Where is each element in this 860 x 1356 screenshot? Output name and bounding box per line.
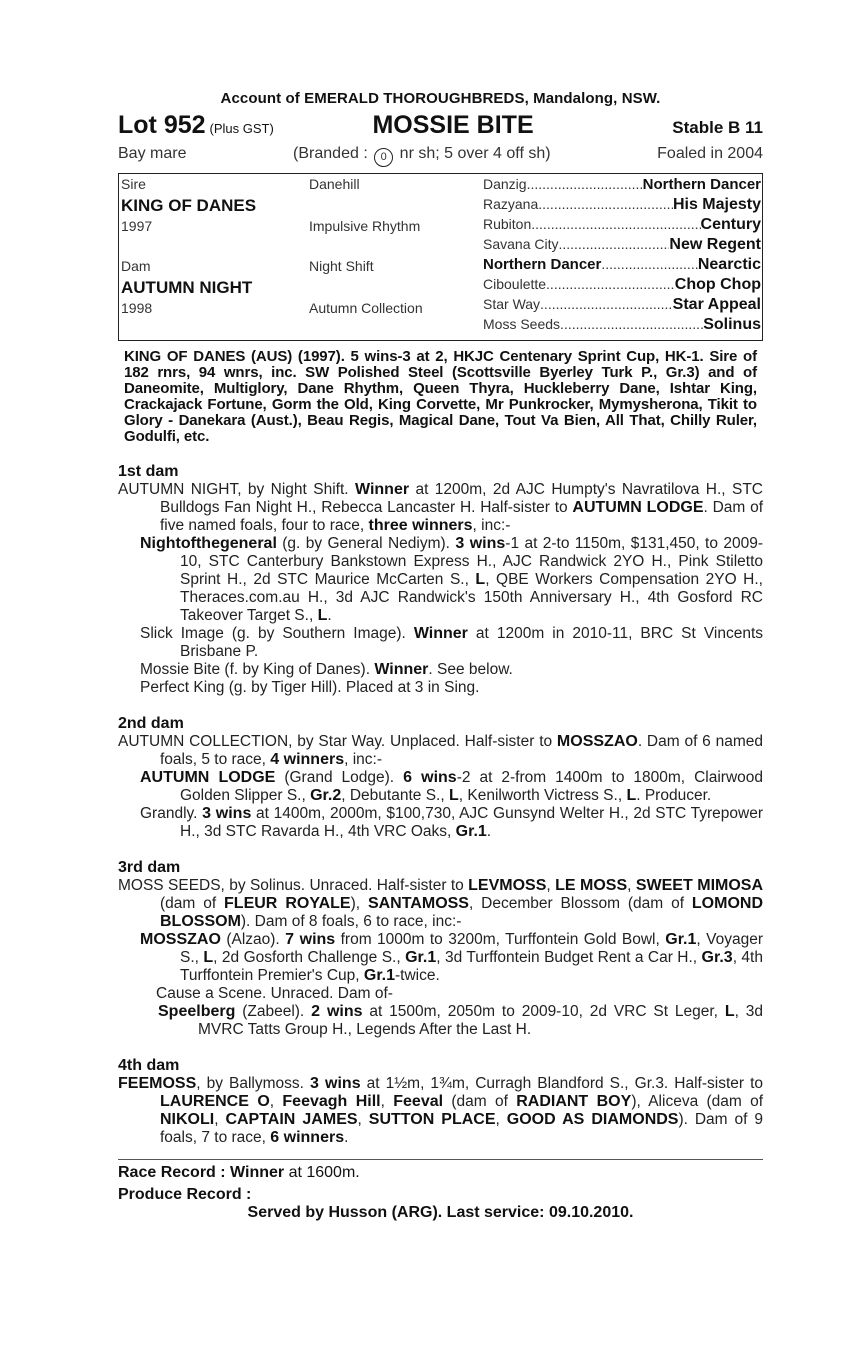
gen3-row: Danzig ..... Northern Dancer [483, 176, 761, 193]
gen3-row: Moss Seeds ..... Solinus [483, 316, 761, 334]
gen3-row: Savana City ..... New Regent [483, 236, 761, 254]
dam-label: Dam [121, 258, 151, 274]
progeny-entry: Slick Image (g. by Southern Image). Winner at 1200m in 2010-11, BRC St Vincents Brisbane P. [140, 625, 763, 660]
progeny-entry: AUTUMN LODGE (Grand Lodge). 6 wins-2 at 2-from 1400m to 1800m, Clairwood Golden Slipper S., Gr.2, Debutante S., L, Kenilworth Victress S., L. Producer. [140, 769, 764, 804]
sire-name: KING OF DANES [121, 196, 257, 215]
gen3-row: Star Way ..... Star Appeal [483, 296, 761, 314]
gen3-row: Northern Dancer ..... Nearctic [483, 256, 761, 274]
stable-number: Stable B 11 [672, 118, 763, 137]
vendor-account: Account of EMERALD THOROUGHBREDS, Mandalong, NSW. [220, 90, 661, 107]
gen3-row: Razyana ..... His Majesty [483, 196, 761, 214]
second-dam-title: 2nd dam [118, 715, 184, 732]
horse-name: MOSSIE BITE [372, 111, 534, 139]
lot-number: Lot 952 (Plus GST) [118, 111, 274, 139]
progeny-entry: Grandly. 3 wins at 1400m, 2000m, $100,730, AJC Gunsynd Welter H., 2d STC Tyrepower H., 3d STC Ravarda H., 4th VRC Oaks, Gr.1. [140, 805, 763, 840]
dam-sire: Night Shift [309, 258, 374, 274]
divider [118, 1159, 763, 1160]
catalogue-page [118, 90, 763, 1222]
served-by: Served by Husson (ARG). Last service: 09.10.2010. [247, 1204, 634, 1221]
dam-dam: Autumn Collection [309, 300, 423, 316]
produce-record: Produce Record : [118, 1186, 252, 1203]
sire-dam: Impulsive Rhythm [309, 218, 421, 234]
second-dam-paragraph: AUTUMN COLLECTION, by Star Way. Unplaced. Half-sister to MOSSZAO. Dam of 6 named foals, 5 to race, 4 winners, inc:- [118, 733, 763, 768]
foaled-year: Foaled in 2004 [657, 145, 763, 162]
fourth-dam-paragraph: FEEMOSS, by Ballymoss. 3 wins at 1½m, 1¾m, Curragh Blandford S., Gr.3. Half-sister to LAURENCE O, Feevagh Hill, Feeval (dam of RADIANT BOY), Aliceva (dam of NIKOLI, CAPTAIN JAMES, SUTTON PLACE, GOOD AS DIAMONDS). Dam of 9 foals, 7 to race, 6 winners. [118, 1075, 764, 1146]
sire-label: Sire [121, 176, 146, 192]
colour-sex: Bay mare [118, 145, 187, 162]
fourth-dam-title: 4th dam [118, 1057, 180, 1074]
sire-year: 1997 [121, 218, 153, 234]
gen3-row: Ciboulette ..... Chop Chop [483, 276, 761, 294]
gen3-row: Rubiton ..... Century [483, 216, 761, 234]
grand-progeny-entry: Speelberg (Zabeel). 2 wins at 1500m, 2050m to 2009-10, 2d VRC St Leger, L, 3d MVRC Tatts Group H., Legends After the Last H. [158, 1003, 764, 1038]
brand-description: (Branded : 0 nr sh; 5 over 4 off sh) [293, 145, 551, 171]
third-dam-title: 3rd dam [118, 859, 181, 876]
progeny-entry: Cause a Scene. Unraced. Dam of- [156, 985, 393, 1002]
first-dam-paragraph: AUTUMN NIGHT, by Night Shift. Winner at 1200m, 2d AJC Humpty's Navratilova H., STC Bulldogs Fan Night H., Rebecca Lancaster H. Half-sister to AUTUMN LODGE. Dam of five named foals, four to race, three winners, inc:- [118, 481, 764, 534]
first-dam-title: 1st dam [118, 463, 179, 480]
horse-info-row [118, 145, 763, 171]
progeny-entry: MOSSZAO (Alzao). 7 wins from 1000m to 3200m, Turffontein Gold Bowl, Gr.1, Voyager S., L, 2d Gosforth Challenge S., Gr.1, 3d Turffontein Budget Rent a Car H., Gr.3, 4th Turffontein Premier's Cup, Gr.1-twice. [140, 931, 764, 984]
pedigree-table [118, 173, 763, 341]
progeny-entry: Nightofthegeneral (g. by General Nediym). 3 wins-1 at 2-to 1150m, $131,450, to 2009-10, STC Canterbury Bankstown Express H., AJC Randwick 2YO H., Pink Stiletto Sprint H., 2d STC Maurice McCarten S., L, QBE Workers Compensation 2YO H., Theraces.com.au H., 3d AJC Randwick's 150th Anniversary H., 4th Gosford RC Takeover Target S., L. [140, 535, 763, 624]
race-record: Race Record : Winner at 1600m. [118, 1164, 360, 1181]
lot-header-row [118, 111, 763, 141]
sire-sire: Danehill [309, 176, 360, 192]
sire-summary: KING OF DANES (AUS) (1997). 5 wins-3 at 2, HKJC Centenary Sprint Cup, HK-1. Sire of 182 rnrs, 94 wnrs, inc. SW Polished Steel (Scottsville Byerley Turk P., Gr.3) and of Daneomite, Multiglory, Dane Rhythm, Queen Thyra, Huckleberry Dane, Ishtar King, Crackajack Fortune, Gorm the Old, King Corvette, Mr Punkrocker, Mymysherona, Tikit to Glory - Danekara (Aust.), Beau Regis, Magical Dane, Tout Va Bien, All That, Chilly Ruler, Godulfi, etc. [124, 348, 757, 445]
third-dam-paragraph: MOSS SEEDS, by Solinus. Unraced. Half-sister to LEVMOSS, LE MOSS, SWEET MIMOSA (dam of FLEUR ROYALE), SANTAMOSS, December Blossom (dam of LOMOND BLOSSOM). Dam of 8 foals, 6 to race, inc:- [118, 877, 764, 930]
dam-name: AUTUMN NIGHT [121, 278, 253, 297]
progeny-entry: Mossie Bite (f. by King of Danes). Winner. See below. [140, 661, 513, 678]
dam-year: 1998 [121, 300, 153, 316]
progeny-entry: Perfect King (g. by Tiger Hill). Placed at 3 in Sing. [140, 679, 480, 696]
brand-circle-icon: 0 [374, 148, 393, 167]
